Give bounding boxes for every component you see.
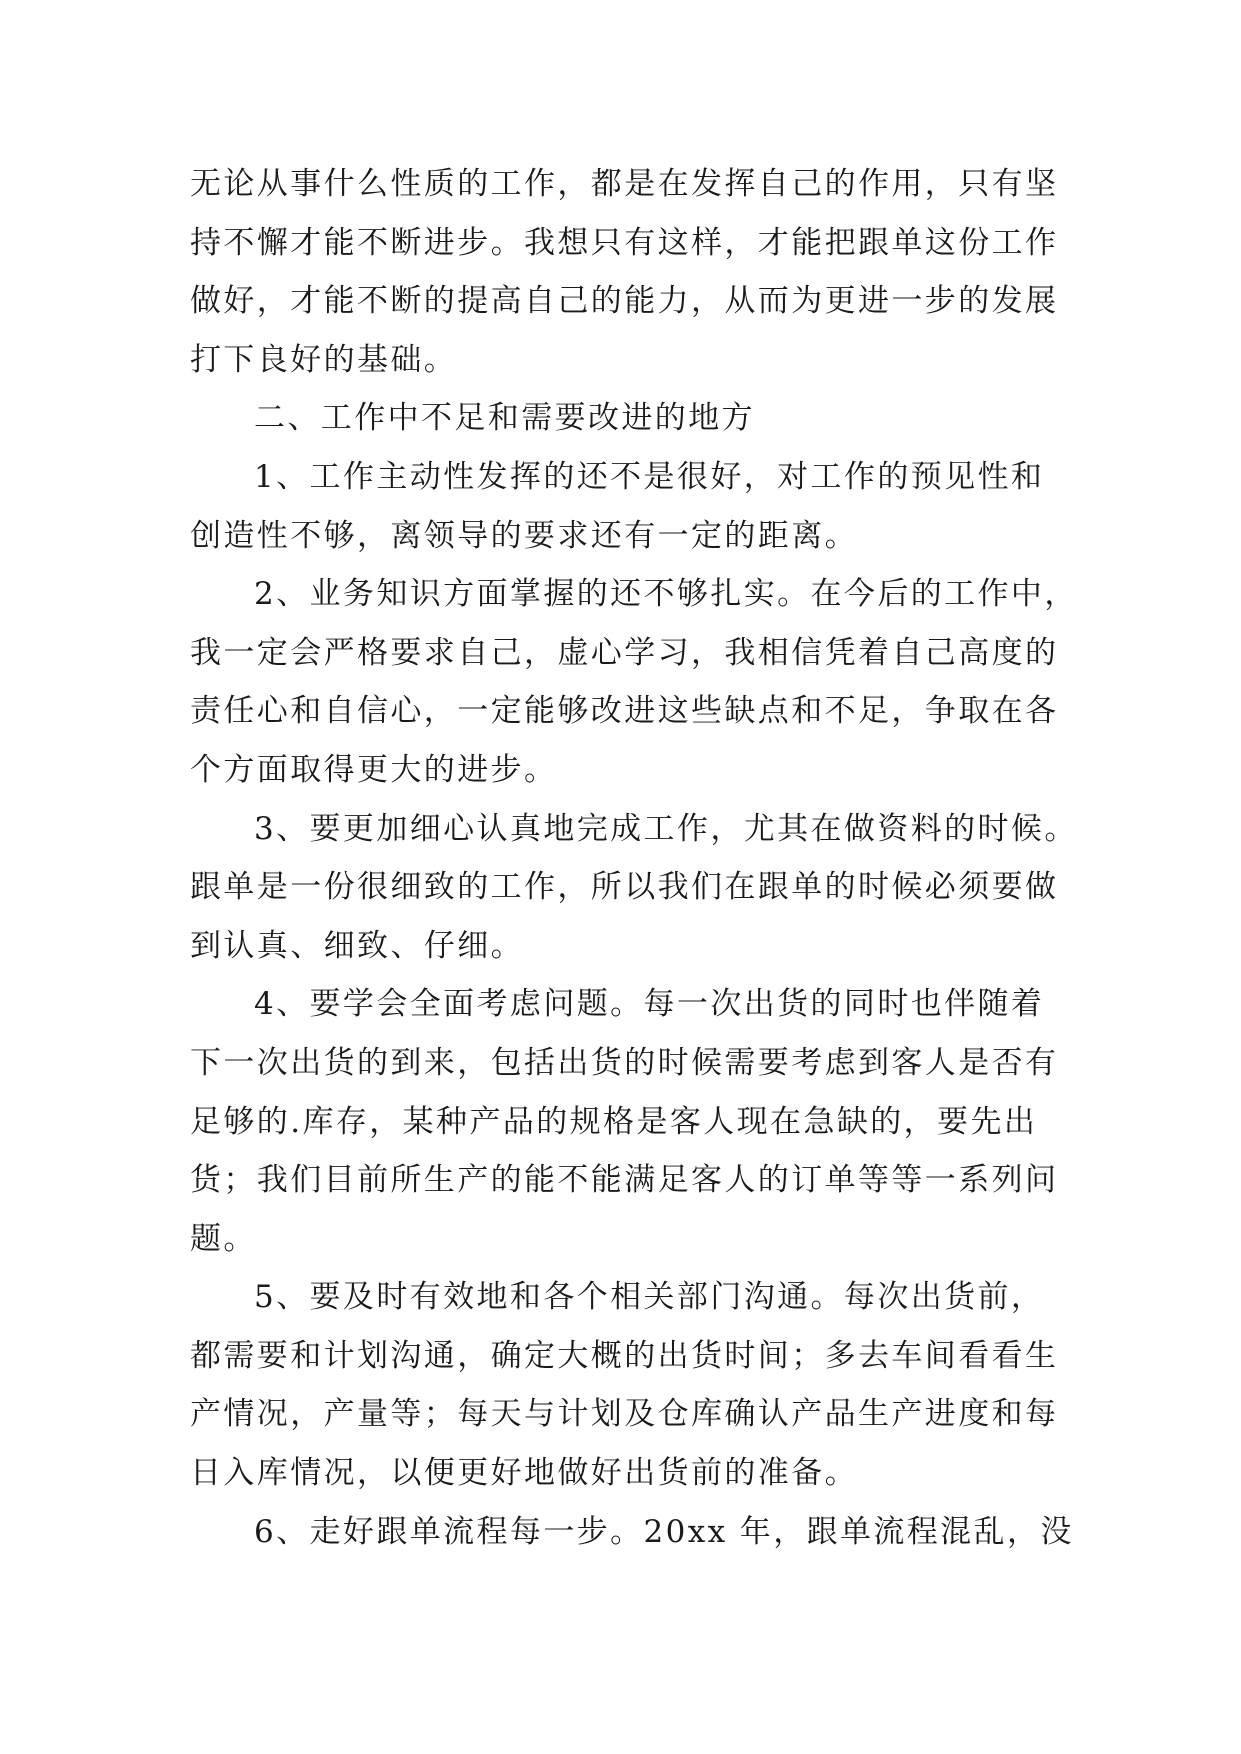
text-line: 6、走好跟单流程每一步。20xx 年，跟单流程混乱，没 [254, 1513, 1074, 1550]
text-line: 创造性不够，离领导的要求还有一定的距离。 [190, 517, 858, 554]
text-line: 责任心和自信心，一定能够改进这些缺点和不足，争取在各 [190, 693, 1059, 730]
text-line: 都需要和计划沟通，确定大概的出货时间；多去车间看看生 [190, 1337, 1059, 1374]
text-line: 货；我们目前所生产的能不能满足客人的订单等等一系列问 [190, 1162, 1059, 1199]
text-line: 1、工作主动性发挥的还不是很好，对工作的预见性和 [254, 458, 1045, 495]
text-line: 下一次出货的到来，包括出货的时候需要考虑到客人是否有 [190, 1044, 1059, 1081]
text-line: 3、要更加细心认真地完成工作，尤其在做资料的时候。 [254, 810, 1078, 847]
document-body [190, 155, 1078, 1561]
text-line: 2、业务知识方面掌握的还不够扎实。在今后的工作中， [254, 576, 1078, 613]
text-line: 做好，才能不断的提高自己的能力，从而为更进一步的发展 [190, 283, 1059, 320]
text-line: 无论从事什么性质的工作，都是在发挥自己的作用，只有坚 [190, 166, 1059, 202]
text-line: 产情况，产量等；每天与计划及仓库确认产品生产进度和每 [190, 1396, 1059, 1433]
text-line: 个方面取得更大的进步。 [190, 751, 558, 788]
section-heading: 二、工作中不足和需要改进的地方 [254, 400, 755, 437]
text-line: 打下良好的基础。 [190, 341, 458, 378]
text-line: 我一定会严格要求自己，虚心学习，我相信凭着自己高度的 [190, 634, 1059, 671]
text-line: 5、要及时有效地和各个相关部门沟通。每次出货前， [254, 1279, 1045, 1316]
text-line: 持不懈才能不断进步。我想只有这样，才能把跟单这份工作 [190, 224, 1059, 261]
text-line: 到认真、细致、仔细。 [190, 927, 524, 964]
text-line: 4、要学会全面考虑问题。每一次出货的同时也伴随着 [254, 986, 1045, 1023]
text-line: 日入库情况，以便更好地做好出货前的准备。 [190, 1455, 858, 1492]
text-line: 题。 [190, 1220, 257, 1257]
text-line: 足够的.库存，某种产品的规格是客人现在急缺的，要先出 [190, 1103, 1038, 1140]
text-line: 跟单是一份很细致的工作，所以我们在跟单的时候必须要做 [190, 869, 1059, 906]
